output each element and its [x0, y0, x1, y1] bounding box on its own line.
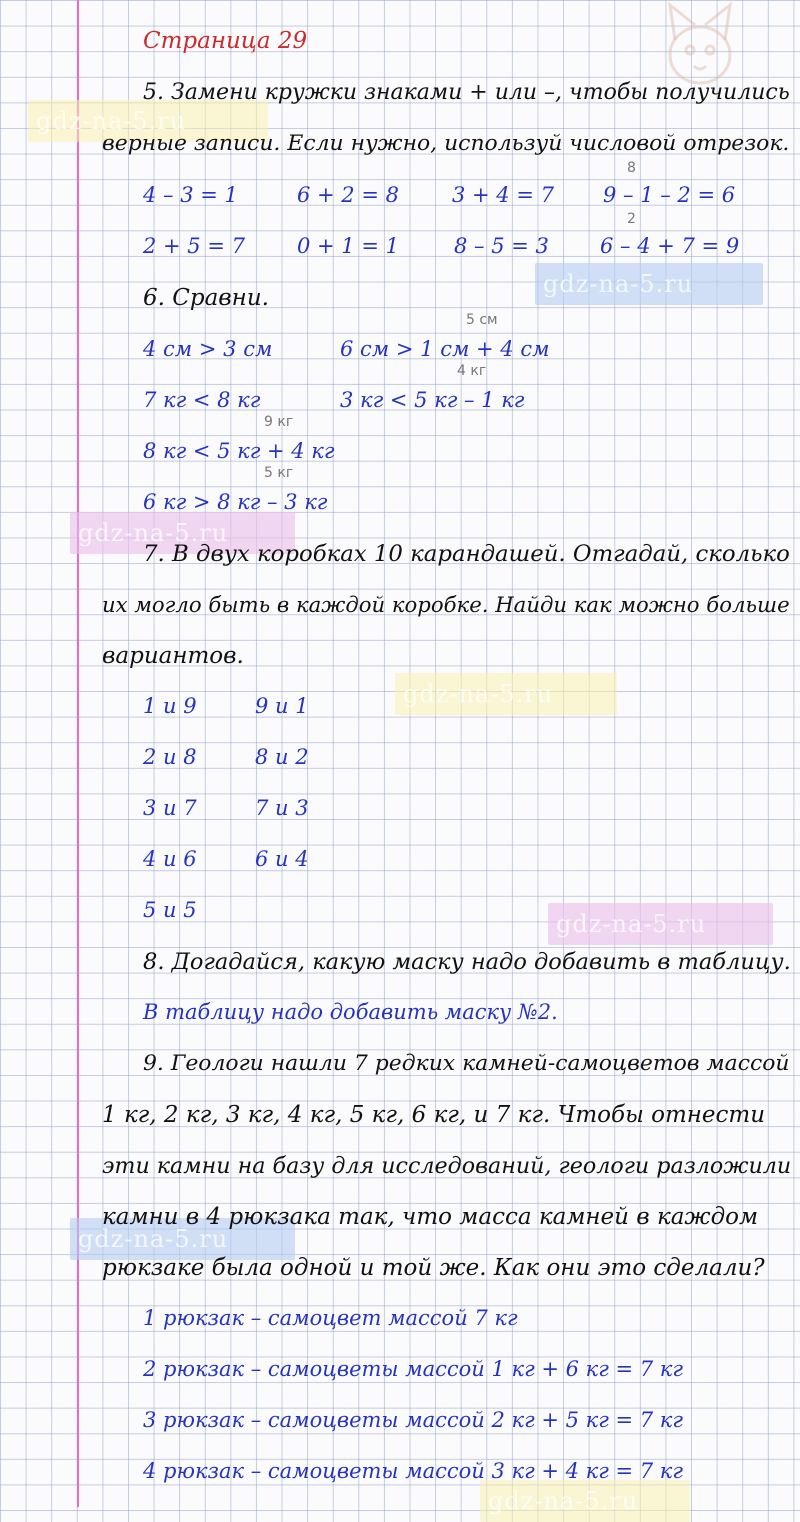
- task-9-answer: 4 рюкзак – самоцветы массой 3 кг + 4 кг = 7 кг: [143, 1459, 683, 1483]
- task-9-text-line: 9. Геологи нашли 7 редких камней-самоцветов массой: [143, 1051, 790, 1076]
- task-9-text-line: 1 кг, 2 кг, 3 кг, 4 кг, 5 кг, 6 кг, и 7 кг. Чтобы отнести: [102, 1102, 766, 1128]
- task-6-answer: 6 кг > 8 кг – 3 кг: [143, 490, 328, 514]
- task-5-text-line-2: верные записи. Если нужно, используй числовой отрезок.: [102, 131, 790, 156]
- page-title: Страница 29: [143, 28, 308, 54]
- task-7-text-line-3: вариантов.: [102, 643, 244, 669]
- notebook-margin-line: [77, 0, 79, 1507]
- task-5-note: 8: [627, 160, 636, 176]
- task-9-answer: 2 рюкзак – самоцветы массой 1 кг + 6 кг = 7 кг: [143, 1357, 683, 1381]
- task-8-text: 8. Догадайся, какую маску надо добавить в таблицу.: [143, 949, 791, 975]
- task-7-answer: 5 и 5: [143, 898, 197, 922]
- task-6-note: 5 кг: [264, 465, 294, 481]
- watermark: gdz-na-5.ru: [548, 903, 773, 945]
- task-6-note: 5 см: [466, 312, 498, 328]
- task-5-text-line-1: 5. Замени кружки знаками + или –, чтобы получились: [143, 80, 790, 105]
- task-7-answer: 4 и 6: [143, 847, 197, 871]
- task-5-answer: 0 + 1 = 1: [297, 234, 399, 258]
- task-9-text-line: рюкзаке была одной и той же. Как они это сделали?: [102, 1255, 765, 1281]
- task-5-answer: 9 – 1 – 2 = 6: [603, 183, 736, 207]
- task-9-answer: 1 рюкзак – самоцвет массой 7 кг: [143, 1306, 518, 1330]
- task-7-answer: 3 и 7: [143, 796, 197, 820]
- task-8-answer: В таблицу надо добавить маску №2.: [143, 1000, 558, 1024]
- watermark: gdz-na-5.ru: [480, 1480, 690, 1522]
- watermark: gdz-na-5.ru: [28, 100, 268, 142]
- task-7-answer: 8 и 2: [255, 745, 309, 769]
- task-9-text-line: эти камни на базу для исследований, геологи разложили: [102, 1153, 792, 1179]
- task-6-answer: 3 кг < 5 кг – 1 кг: [340, 388, 525, 412]
- task-6-answer: 7 кг < 8 кг: [143, 388, 261, 412]
- task-7-answer: 6 и 4: [255, 847, 309, 871]
- task-9-text-line: камни в 4 рюкзака так, что масса камней в каждом: [102, 1204, 759, 1230]
- task-6-note: 4 кг: [457, 363, 487, 379]
- watermark: gdz-na-5.ru: [535, 263, 763, 305]
- task-7-answer: 1 и 9: [143, 694, 197, 718]
- task-6-note: 9 кг: [264, 414, 294, 430]
- task-7-answer: 2 и 8: [143, 745, 197, 769]
- task-7-answer: 9 и 1: [255, 694, 309, 718]
- task-7-text-line-1: 7. В двух коробках 10 карандашей. Отгадай, сколько: [143, 541, 790, 567]
- task-6-heading: 6. Сравни.: [143, 285, 269, 311]
- task-5-note: 2: [627, 211, 636, 227]
- task-5-answer: 6 – 4 + 7 = 9: [600, 234, 740, 258]
- task-9-answer: 3 рюкзак – самоцветы массой 2 кг + 5 кг = 7 кг: [143, 1408, 683, 1432]
- task-6-answer: 8 кг < 5 кг + 4 кг: [143, 439, 335, 463]
- task-6-answer: 4 см > 3 см: [143, 337, 273, 361]
- watermark: gdz-na-5.ru: [395, 673, 617, 715]
- task-5-answer: 4 – 3 = 1: [143, 183, 238, 207]
- task-5-answer: 2 + 5 = 7: [143, 234, 245, 258]
- task-7-text-line-2: их могло быть в каждой коробке. Найди как можно больше: [102, 592, 790, 617]
- task-5-answer: 8 – 5 = 3: [454, 234, 549, 258]
- watermark: gdz-na-5.ru: [70, 1218, 295, 1260]
- task-6-answer: 6 см > 1 см + 4 см: [340, 337, 550, 361]
- task-5-answer: 6 + 2 = 8: [297, 183, 399, 207]
- task-7-answer: 7 и 3: [255, 796, 309, 820]
- watermark: gdz-na-5.ru: [70, 512, 295, 554]
- task-5-answer: 3 + 4 = 7: [452, 183, 554, 207]
